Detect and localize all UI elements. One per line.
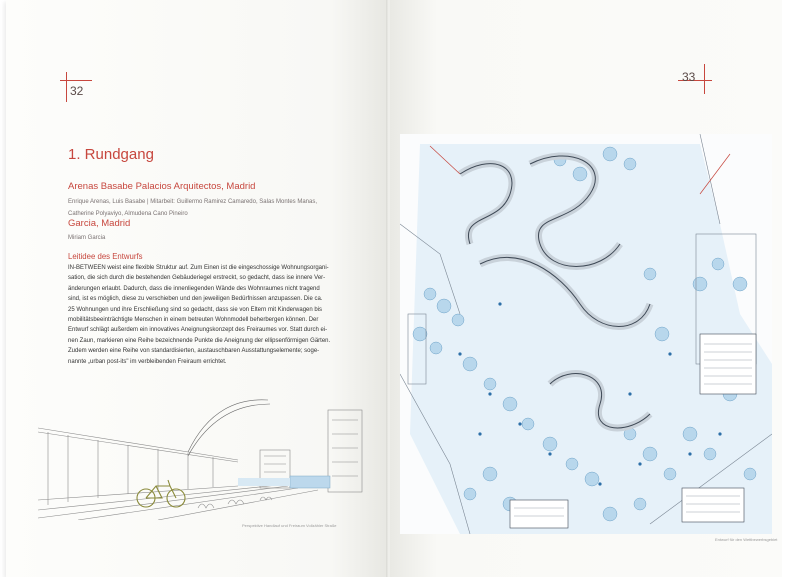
body-line: sation, die sich durch die bestehenden Gebäuderiegel erstreckt, so gedacht, dass ise innere Ver- bbox=[68, 275, 326, 282]
body-line: nannte „urban post-its" im verbleibenden Freiraum errichtet. bbox=[68, 358, 227, 365]
crop-mark-horizontal bbox=[60, 80, 92, 81]
page-number-right: 33 bbox=[682, 70, 696, 84]
drawing-caption: Perspektive Handlauf und Freiraum Vollzähler Straße bbox=[242, 523, 337, 528]
page-number-left: 32 bbox=[70, 84, 84, 98]
office-1-names-line: Enrique Arenas, Luis Basabe | Mitarbeit: Guillermo Ramirez Camaredo, Salas Montes Manas, bbox=[68, 199, 318, 205]
body-line: Zudem werden eine Reihe von standardisierten, austauschbaren Ausstattungselemente; soge- bbox=[68, 348, 320, 355]
site-plan bbox=[400, 134, 772, 534]
chapter-title: 1. Rundgang bbox=[68, 146, 154, 163]
body-line: 25 Wohnungen und ihre Erschließung sind so gedacht, dass sie von Eltern mit Kinderwagen bis bbox=[68, 306, 323, 313]
body-line: änderungen erlaubt. Dadurch, dass die innenliegenden Wände des Wohnraumes nicht tragend bbox=[68, 285, 320, 292]
crop-mark-vertical bbox=[704, 64, 705, 94]
office-1-names-line: Catherine Polyaviyo, Almudena Cano Pineiro bbox=[68, 211, 188, 217]
office-2-names: Miriam Garcia bbox=[68, 235, 106, 241]
bicycle-figure bbox=[137, 480, 185, 507]
body-line: mobilitätsbeeinträchtigte Menschen in einem betreuten Wohnmodell beherbergen können. Der bbox=[68, 317, 319, 324]
left-page bbox=[6, 0, 388, 577]
body-text bbox=[68, 263, 368, 367]
body-line: nen Zaun, markieren eine Reihe bezeichnende Punkte die Aneignung der ellipsenförmigen Gärten. bbox=[68, 337, 331, 344]
perspective-drawing bbox=[38, 390, 364, 520]
plan-caption: Entwurf für den Wettbewerbsgebiet bbox=[715, 537, 778, 542]
crop-mark-vertical bbox=[66, 72, 67, 102]
body-line: sind, ist es möglich, diese zu verschieben und den jeweiligen Bedürfnissen anzupassen. Die ca. bbox=[68, 296, 323, 303]
site-plan-drawing bbox=[400, 134, 772, 534]
body-line: IN-BETWEEN weist eine flexible Struktur auf. Zum Einen ist die eingeschossige Wohnungsorgani- bbox=[68, 265, 329, 271]
office-name-2: Garcia, Madrid bbox=[68, 218, 131, 229]
section-subheading: Leitidee des Entwurfs bbox=[68, 252, 143, 261]
body-line: Entwurf schlägt außerdem ein innovatives Aneignungskonzept des Freiraumes vor. Statt durch ei- bbox=[68, 327, 328, 334]
office-name-1: Arenas Basabe Palacios Arquitectos, Madrid bbox=[68, 181, 256, 192]
office-1-names bbox=[68, 196, 368, 220]
perspective-sketch bbox=[38, 390, 364, 520]
